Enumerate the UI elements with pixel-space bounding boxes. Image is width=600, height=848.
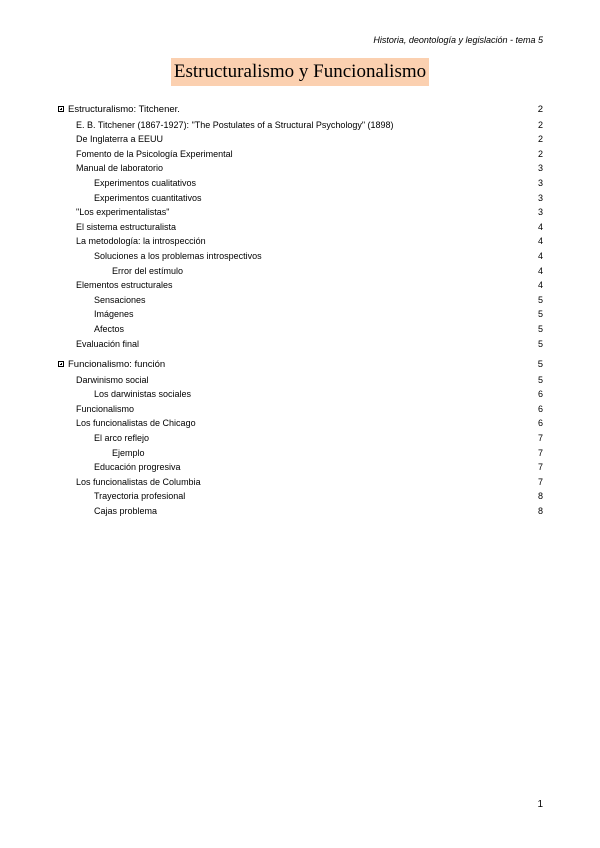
toc-entry-label: Trayectoria profesional [94,491,186,502]
toc-entry-label: Experimentos cuantitativos [94,192,202,203]
toc-entry[interactable] [58,234,543,249]
toc-entry[interactable] [58,220,543,235]
toc-entry-label: La metodología: la introspección [76,236,206,247]
toc-entry-label: Manual de laboratorio [76,163,164,174]
toc-entry-label: De Inglaterra a EEUU [76,134,164,145]
toc-entry-label: E. B. Titchener (1867-1927): "The Postulates of a Structural Psychology" (1898) [76,119,394,130]
toc-entry-label: Ejemplo [112,447,145,458]
toc-page-number: 5 [537,338,543,349]
toc-entry-label: Elementos estructurales [76,280,173,291]
table-of-contents [58,103,543,519]
toc-entry-label: Evaluación final [76,338,140,349]
toc-entry[interactable] [58,249,543,264]
toc-entry-label: Educación progresiva [94,462,181,473]
page-number: 1 [537,799,543,810]
collapse-toggle-icon[interactable] [58,361,64,367]
toc-entry[interactable] [58,264,543,279]
toc-entry[interactable] [58,402,543,417]
toc-entry-label: Soluciones a los problemas introspectivos [94,250,262,261]
toc-page-number: 3 [537,177,543,188]
toc-page-number: 8 [537,506,543,517]
toc-entry[interactable] [58,205,543,220]
toc-entry[interactable] [58,431,543,446]
toc-page-number: 2 [537,104,543,115]
toc-page-number: 2 [537,134,543,145]
toc-page-number: 7 [537,476,543,487]
toc-entry[interactable] [58,475,543,490]
toc-page-number: 6 [537,403,543,414]
toc-entry-label: Afectos [94,323,125,334]
toc-entry[interactable] [58,307,543,322]
toc-page-number: 6 [537,389,543,400]
toc-page-number: 7 [537,462,543,473]
toc-entry-label: Los funcionalistas de Columbia [76,476,201,487]
toc-entry-label: Funcionalismo [76,403,135,414]
toc-entry-label: Darwinismo social [76,374,149,385]
toc-entry-label: Sensaciones [94,294,146,305]
toc-entry-label: El arco reflejo [94,433,150,444]
toc-entry-label: Fomento de la Psicología Experimental [76,148,233,159]
toc-entry-label: Imágenes [94,309,134,320]
toc-page-number: 4 [537,221,543,232]
toc-page-number: 4 [537,236,543,247]
toc-entry[interactable] [58,504,543,519]
toc-page-number: 4 [537,265,543,276]
toc-page-number: 7 [537,447,543,458]
toc-page-number: 5 [537,294,543,305]
title-wrapper [0,58,600,86]
document-title: Estructuralismo y Funcionalismo [171,58,429,86]
toc-page-number: 2 [537,119,543,130]
toc-page-number: 2 [537,148,543,159]
toc-entry[interactable] [58,416,543,431]
toc-entry-label: Los funcionalistas de Chicago [76,418,196,429]
toc-section-label: Funcionalismo: función [68,359,166,371]
toc-section[interactable] [58,358,543,373]
toc-entry[interactable] [58,489,543,504]
toc-entry[interactable] [58,322,543,337]
toc-section-label: Estructuralismo: Titchener. [68,104,180,115]
toc-entry-label: El sistema estructuralista [76,221,177,232]
toc-entry[interactable] [58,373,543,388]
toc-entry[interactable] [58,132,543,147]
toc-entry[interactable] [58,337,543,352]
toc-entry[interactable] [58,446,543,461]
toc-entry-label: Experimentos cualitativos [94,177,197,188]
toc-entry[interactable] [58,176,543,191]
toc-page-number: 5 [537,374,543,385]
toc-entry-label: Error del estímulo [112,265,184,276]
toc-page-number: 5 [537,323,543,334]
toc-entry[interactable] [58,387,543,402]
toc-page-number: 5 [537,309,543,320]
toc-entry[interactable] [58,191,543,206]
toc-page-number: 5 [537,359,543,371]
toc-entry[interactable] [58,147,543,162]
toc-page-number: 7 [537,433,543,444]
toc-entry[interactable] [58,293,543,308]
toc-page-number: 3 [537,207,543,218]
toc-entry[interactable] [58,460,543,475]
collapse-toggle-icon[interactable] [58,106,64,112]
toc-page-number: 4 [537,250,543,261]
toc-entry[interactable] [58,161,543,176]
toc-entry-label: Los darwinistas sociales [94,389,192,400]
toc-entry[interactable] [58,118,543,133]
toc-page-number: 4 [537,280,543,291]
toc-entry-label: Cajas problema [94,506,158,517]
toc-page-number: 8 [537,491,543,502]
toc-entry-label: "Los experimentalistas" [76,207,170,218]
toc-page-number: 3 [537,192,543,203]
toc-page-number: 6 [537,418,543,429]
running-header: Historia, deontología y legislación - tema 5 [373,35,543,45]
toc-entry[interactable] [58,278,543,293]
toc-page-number: 3 [537,163,543,174]
toc-section[interactable] [58,103,543,118]
